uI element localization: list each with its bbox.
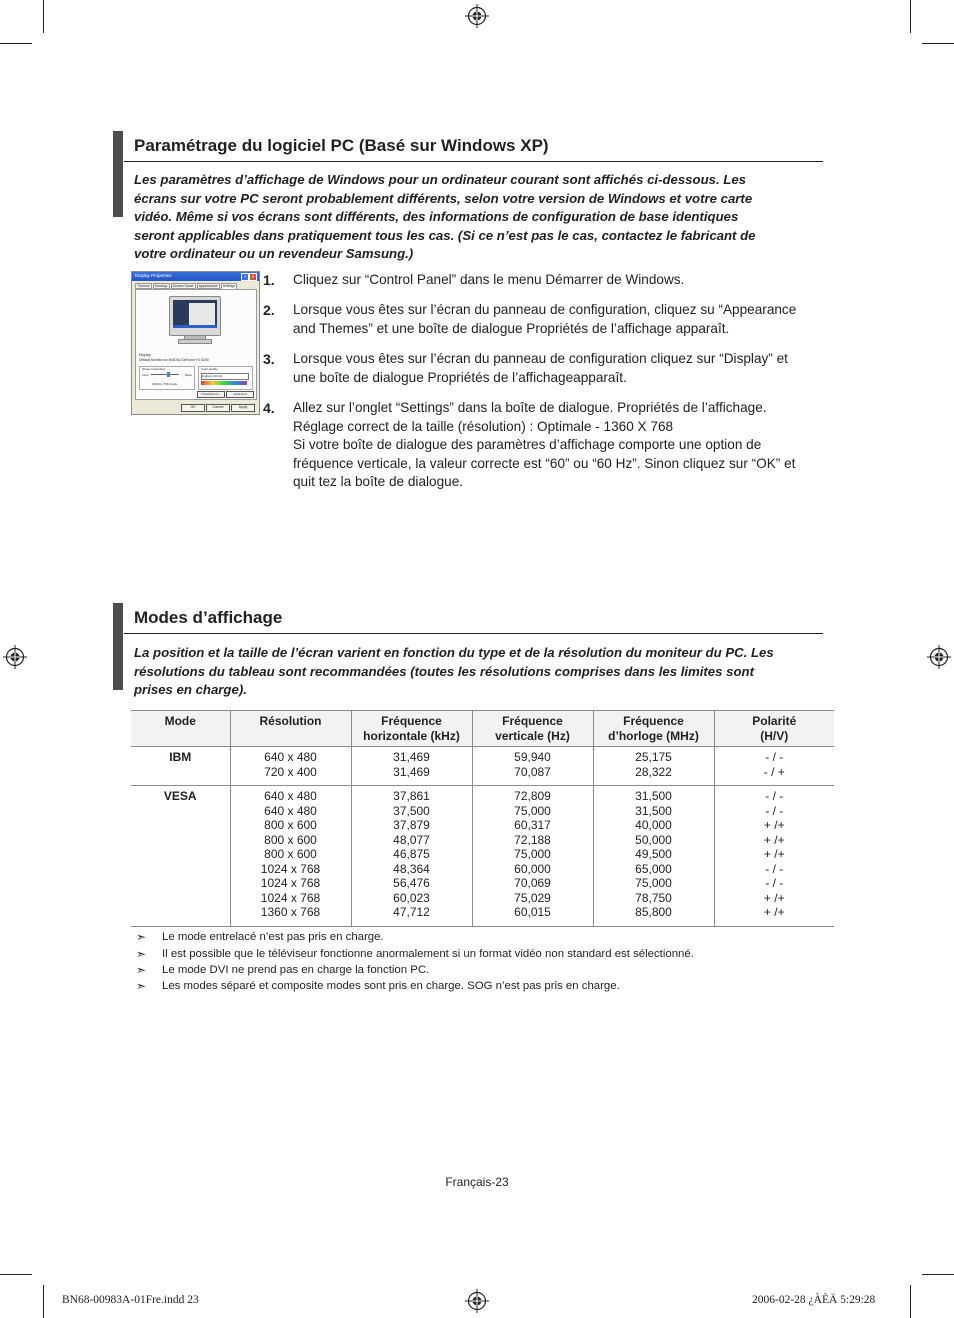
step-line: Cliquez sur “Control Panel” dans le menu Démarrer de Windows. [293, 272, 685, 287]
cell-value: 640 x 480 [264, 789, 317, 803]
step-number: 1. [263, 272, 275, 288]
intro-line: résolutions du tableau sont recommandées (toutes les résolutions comprises dans les limites sont [134, 663, 754, 679]
cell-value: - / - [765, 750, 784, 764]
cell-value: 60,023 [393, 890, 430, 905]
cell-value: + /+ [763, 832, 785, 847]
column-header: Polarité (H/V) [714, 711, 834, 747]
column-header: Fréquence horizontale (kHz) [351, 711, 472, 747]
cell-value: 1024 x 768 [260, 861, 321, 876]
arrow-icon: ➣ [136, 979, 147, 994]
table-row [131, 786, 834, 927]
intro-line: prises en charge). [134, 682, 247, 698]
display-modes-table [131, 710, 834, 927]
crop-mark [43, 1285, 44, 1318]
cell-value: - / - [765, 861, 784, 876]
h-freq-cell [351, 786, 472, 927]
section-rule [124, 633, 823, 634]
cell-value: 46,875 [393, 847, 430, 861]
section-bar [113, 131, 123, 217]
cell-value: 48,077 [393, 832, 430, 847]
registration-mark-icon [927, 645, 951, 669]
cell-value: 60,317 [514, 818, 551, 832]
advanced-button: Advanced [226, 391, 254, 398]
section-intro [134, 644, 814, 700]
crop-mark [0, 43, 32, 44]
section-intro [134, 171, 814, 264]
help-icon: ? [241, 273, 249, 281]
display-label: Display: [139, 353, 152, 357]
polarity-cell [714, 786, 834, 927]
cell-value: 37,500 [393, 803, 430, 818]
intro-line: écrans sur votre PC seront probablement différents, selon votre version de Windows et votre carte [134, 190, 753, 206]
cell-value: 640 x 480 [264, 803, 317, 818]
section-bar [113, 603, 123, 690]
intro-line: votre ordinateur ou un revendeur Samsung.) [134, 246, 414, 262]
step-number: 2. [263, 302, 275, 318]
column-header: Mode [131, 711, 230, 747]
troubleshoot-button: Troubleshoot... [197, 391, 225, 398]
cell-value: - / - [765, 803, 784, 818]
crop-mark [922, 43, 954, 44]
print-timestamp: 2006-02-28 ¿ÀÈÄ 5:29:28 [752, 1294, 876, 1306]
arrow-icon: ➣ [136, 962, 147, 977]
color-bar [201, 381, 247, 385]
step-line: une boîte de dialogue Propriétés de l’affichageapparaît. [293, 369, 627, 385]
cell-value: + /+ [763, 847, 785, 861]
apply-button: Apply [231, 404, 255, 412]
cell-value: 31,500 [635, 803, 672, 818]
file-name: BN68-00983A-01Fre.indd 23 [62, 1294, 199, 1306]
cell-value: - / - [765, 876, 784, 890]
resolution-cell [230, 747, 351, 786]
h-freq-cell [351, 747, 472, 786]
cell-value: 720 x 400 [264, 764, 317, 779]
more-label: More [185, 373, 192, 377]
cell-value: 40,000 [635, 818, 672, 832]
tab-themes: Themes [137, 284, 150, 288]
cell-value: 75,029 [514, 890, 551, 905]
intro-line: vidéo. Même si vos écrans sont différents, des informations de configuration de base identiques [134, 209, 739, 225]
section-rule [124, 161, 823, 162]
cell-value: + /+ [763, 890, 785, 905]
monitor-icon [169, 296, 221, 336]
polarity-cell [714, 747, 834, 786]
cell-value: 75,000 [635, 876, 672, 890]
resolution-slider [151, 374, 179, 375]
cell-value: 72,809 [514, 789, 551, 803]
cell-value: 640 x 480 [264, 750, 317, 764]
cell-value: 31,469 [393, 750, 430, 764]
cell-value: 65,000 [635, 861, 672, 876]
cell-value: 60,000 [514, 861, 551, 876]
step-number: 4. [263, 400, 275, 416]
note-item: ➣ Les modes séparé et composite modes sont pris en charge. SOG n’est pas pris en charge. [136, 979, 620, 994]
crop-mark [910, 1285, 911, 1318]
crop-mark [0, 1274, 32, 1275]
cell-value: + /+ [763, 818, 785, 832]
cell-value: 1360 x 768 [260, 905, 321, 919]
crop-mark [922, 1274, 954, 1275]
crop-mark [43, 0, 44, 33]
step-line: and Themes” et une boîte de dialogue Propriétés de l’affichage apparaît. [293, 320, 730, 336]
section-title: Paramétrage du logiciel PC (Basé sur Windows XP) [134, 136, 549, 155]
cell-value: - / - [765, 789, 784, 803]
cell-value: 75,000 [514, 803, 551, 818]
cell-value: + /+ [763, 905, 785, 919]
cell-value: 47,712 [393, 905, 430, 919]
arrow-icon: ➣ [136, 946, 147, 961]
cell-value: 75,000 [514, 847, 551, 861]
crop-mark [910, 0, 911, 33]
cell-value: 31,500 [635, 789, 672, 803]
dialog-titlebar [132, 272, 259, 281]
cell-value: 800 x 600 [264, 847, 317, 861]
step-number: 3. [263, 351, 275, 367]
cell-value: 800 x 600 [264, 832, 317, 847]
tab-settings: Settings [222, 284, 236, 288]
registration-mark-icon [465, 1289, 489, 1313]
mode-cell: IBM [131, 747, 230, 786]
intro-line: La position et la taille de l’écran varient en fonction du type et de la résolution du moniteur du PC. Les [134, 645, 774, 660]
step-text [293, 399, 813, 492]
intro-line: Les paramètres d’affichage de Windows pour un ordinateur courant sont affichés ci-dessous. Les [134, 172, 747, 187]
clock-cell [593, 786, 714, 927]
resolution-label: Screen resolution [142, 367, 166, 371]
notes-list [136, 929, 694, 995]
cell-value: 800 x 600 [264, 818, 317, 832]
column-header: Résolution [230, 711, 351, 747]
cell-value: 78,750 [635, 890, 672, 905]
cancel-button: Cancel [206, 404, 230, 412]
table-row [131, 747, 834, 786]
v-freq-cell [472, 747, 593, 786]
page-number: Français-23 [445, 1175, 509, 1189]
step-line: Lorsque vous êtes sur l’écran du panneau de configuration, cliquez su “Appearance [293, 302, 797, 317]
intro-line: seront applicables dans pratiquement tous les cas. (Si ce n’est pas le cas, contactez le fabricant de [134, 227, 756, 243]
step-line: Allez sur l’onglet “Settings” dans la boîte de dialogue. Propriétés de l’affichage. [293, 400, 767, 415]
note-item: ➣ Le mode entrelacé n’est pas pris en charge. [136, 930, 384, 945]
cell-value: 60,015 [514, 905, 551, 919]
cell-value: 28,322 [635, 764, 672, 779]
step-text [293, 271, 813, 290]
color-select: Highest (32 bit) [201, 373, 249, 380]
display-value: Default Monitor on NVIDIA GeForce FX 5200 [139, 358, 209, 362]
cell-value: 48,364 [393, 861, 430, 876]
table-header-row [131, 711, 834, 747]
color-group [198, 366, 253, 390]
cell-value: 25,175 [635, 750, 672, 764]
cell-value: 31,469 [393, 764, 430, 779]
tab-screen-saver: Screen Saver [172, 284, 194, 288]
step-line: Réglage correct de la taille (résolution) : Optimale - 1360 X 768 [293, 418, 674, 434]
resolution-group [139, 366, 195, 390]
registration-mark-icon [3, 645, 27, 669]
registration-mark-icon [465, 4, 489, 28]
cell-value: 59,940 [514, 750, 551, 764]
cell-value: 70,069 [514, 876, 551, 890]
cell-value: - / + [763, 764, 785, 779]
section-title: Modes d’affichage [134, 608, 283, 627]
tab-appearance: Appearance [198, 284, 218, 288]
step-line: fréquence verticale, la valeur correcte est “60” ou “60 Hz”. Sinon cliquez sur “OK” et [293, 455, 796, 471]
resolution-value: 1360 by 768 pixels [152, 382, 178, 386]
cell-value: 49,500 [635, 847, 672, 861]
cell-value: 50,000 [635, 832, 672, 847]
tab-desktop: Desktop [154, 284, 168, 288]
display-properties-screenshot [131, 271, 260, 415]
step-text [293, 301, 813, 338]
cell-value: 72,188 [514, 832, 551, 847]
cell-value: 1024 x 768 [260, 876, 321, 890]
ok-button: OK [181, 404, 205, 412]
slider-thumb [167, 372, 170, 377]
note-item: ➣ Il est possible que le téléviseur fonctionne anormalement si un format vidéo non standard est sélectionné. [136, 946, 694, 961]
step-line: quit tez la boîte de dialogue. [293, 474, 464, 490]
step-text [293, 350, 813, 387]
note-item: ➣ Le mode DVI ne prend pas en charge la fonction PC. [136, 962, 430, 977]
mode-cell: VESA [131, 786, 230, 927]
cell-value: 56,476 [393, 876, 430, 890]
cell-value: 37,861 [393, 789, 430, 803]
cell-value: 70,087 [514, 764, 551, 779]
less-label: Less [142, 373, 149, 377]
step-line: Lorsque vous êtes sur l’écran du panneau de configuration cliquez sur “Display” et [293, 351, 788, 366]
clock-cell [593, 747, 714, 786]
column-header: Fréquence d’horloge (MHz) [593, 711, 714, 747]
v-freq-cell [472, 786, 593, 927]
cell-value: 37,879 [393, 818, 430, 832]
dialog-title: Display Properties [135, 273, 172, 278]
step-line: Si votre boîte de dialogue des paramètres d’affichage comporte une option de [293, 437, 762, 453]
color-label: Color quality [201, 367, 218, 371]
resolution-cell [230, 786, 351, 927]
cell-value: 85,800 [635, 905, 672, 919]
cell-value: 1024 x 768 [260, 890, 321, 905]
column-header: Fréquence verticale (Hz) [472, 711, 593, 747]
close-icon: × [249, 273, 257, 281]
arrow-icon: ➣ [136, 930, 147, 945]
